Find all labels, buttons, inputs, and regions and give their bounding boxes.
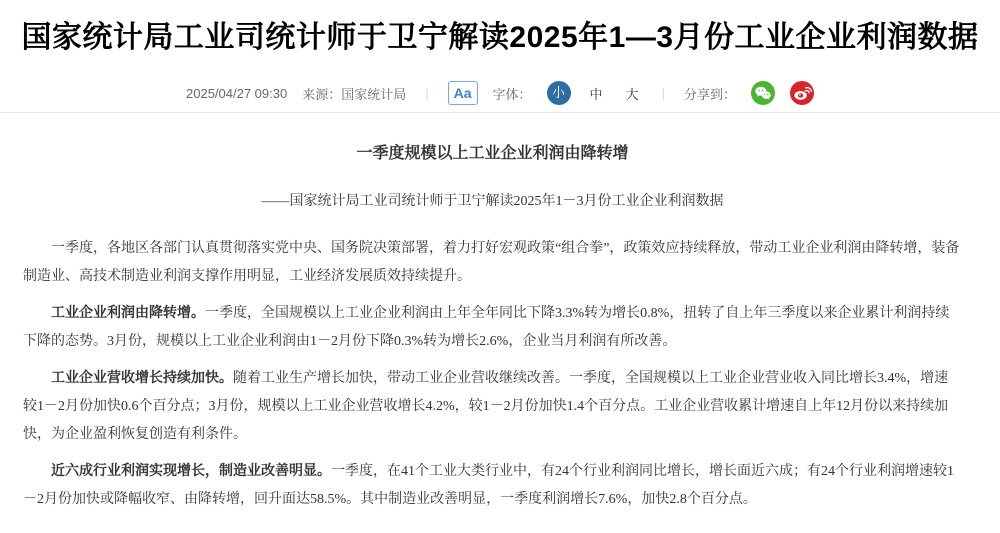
font-size-small-button[interactable]: 小	[547, 81, 571, 105]
paragraph-4	[23, 458, 962, 514]
paragraph-2	[23, 300, 962, 356]
source-label: 来源：国家统计局	[302, 86, 407, 102]
font-size-medium-button[interactable]: 中	[589, 86, 603, 102]
paragraph-3-lead: 工业企业营收增长持续加快。	[51, 371, 233, 386]
font-size-label: 字体：	[492, 86, 532, 102]
weibo-share-icon[interactable]	[790, 81, 814, 105]
share-label: 分享到：	[683, 86, 736, 102]
paragraph-1-text: 一季度，各地区各部门认真贯彻落实党中央、国务院决策部署，着力打好宏观政策“组合拳”，政策效应持续释放，带动工业企业利润由降转增，装备制造业、高技术制造业利润支撑作用明显，工业经济发展质效持续提升。	[23, 241, 960, 284]
article-body	[0, 113, 1000, 533]
paragraph-3	[23, 365, 962, 449]
font-size-large-button[interactable]: 大	[625, 86, 639, 102]
page-title: 国家统计局工业司统计师于卫宁解读2025年1—3月份工业企业利润数据	[21, 21, 979, 54]
paragraph-4-lead: 近六成行业利润实现增长，制造业改善明显。	[51, 464, 331, 479]
paragraph-4-text: 一季度，在41个工业大类行业中，有24个行业利润同比增长，增长面近六成；有24个行业利润增速较1－2月份加快或降幅收窄、由降转增，回升面达58.5%。其中制造业改善明显，一季度利润增长7.6%，加快2.8个百分点。	[23, 464, 954, 507]
paragraph-3-text: 随着工业生产增长加快，带动工业企业营收继续改善。一季度，全国规模以上工业企业营业收入同比增长3.4%，增速较1－2月份加快0.6个百分点；3月份，规模以上工业企业营收增长4.2%，较1－2月份加快1.4个百分点。工业企业营收累计增速自上年12月份以来持续加快，为企业盈利恢复创造有利条件。	[23, 371, 949, 442]
paragraph-1	[23, 235, 962, 291]
paragraph-2-text: 一季度，全国规模以上工业企业利润由上年全年同比下降3.3%转为增长0.8%，扭转了自上年三季度以来企业累计利润持续下降的态势。3月份，规模以上工业企业利润由1－2月份下降0.3%转为增长2.6%，企业当月利润有所改善。	[23, 306, 950, 349]
meta-separator: |	[425, 85, 429, 101]
article-subheading: ——国家统计局工业司统计师于卫宁解读2025年1－3月份工业企业利润数据	[261, 194, 724, 209]
article-header	[0, 0, 1000, 113]
meta-toolbar	[0, 80, 1000, 106]
publish-datetime: 2025/04/27 09:30	[186, 85, 288, 101]
wechat-share-icon[interactable]	[751, 81, 775, 105]
paragraph-2-lead: 工业企业利润由降转增。	[51, 306, 205, 321]
article-heading: 一季度规模以上工业企业利润由降转增	[356, 145, 629, 162]
meta-separator: |	[661, 85, 665, 101]
font-style-button[interactable]: Aa	[448, 81, 478, 105]
